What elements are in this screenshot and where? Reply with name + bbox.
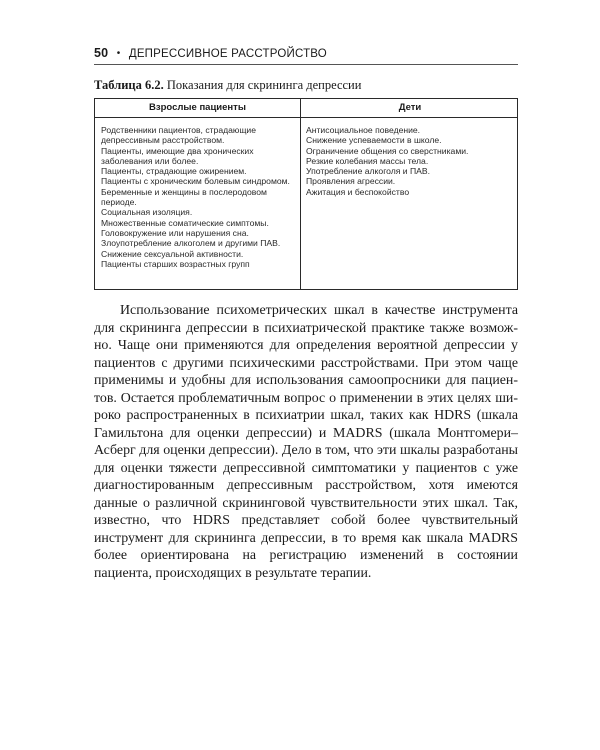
chapter-title: ДЕПРЕССИВНОЕ РАССТРОЙСТВО bbox=[128, 48, 327, 60]
column-header-children: Дети bbox=[398, 102, 422, 113]
indications-table bbox=[94, 98, 518, 290]
list-item: Пациенты, имеющие два хронических заболевания или более. bbox=[101, 145, 254, 166]
list-item: Злоупотребление алкоголем и другими ПАВ. bbox=[101, 238, 281, 249]
list-item: Употребление алкоголя и ПАВ. bbox=[306, 166, 430, 177]
table-header-row bbox=[95, 99, 517, 118]
header-rule bbox=[94, 64, 518, 65]
list-item: Антисоциальное поведение. bbox=[306, 125, 421, 135]
list-item: Множественные соматические симптомы. bbox=[101, 217, 269, 228]
list-item: Социальная изоляция. bbox=[101, 207, 193, 218]
list-item: Снижение сексуальной активности. bbox=[101, 248, 244, 259]
list-item: Пациенты с хроническим болевым синдромом. bbox=[101, 176, 290, 187]
list-item: Ограничение общения со сверстниками. bbox=[306, 145, 469, 156]
table-caption-number: Таблица 6.2. bbox=[94, 78, 164, 92]
list-item: Резкие колебания массы тела. bbox=[306, 155, 429, 166]
body-paragraph: Использование психометрических шкал в качестве инструмента для скрининга депрессии в психиатрической практике также возможно. Чаще они применяются для определения вероятной депрессии у пациентов с другими психическими расстройствами. При этом чаще применимы и удобны для использования самоопросники для пациентов. Остается проблематичным вопрос о применении в этих целях широко распространенных в психиатрии шкал, таких как HDRS (шкала Гамильтона для оценки депрессии) и MADRS (шкала Монтгомери–Асберг для оценки депрессии). Дело в том, что эти шкалы разработаны для оценки тяжести депрессивной симптоматики у пациентов с уже диагностированным депрессивным расстройством, хотя имеются данные о различной скрининговой чувствительности этих шкал. Так, известно, что HDRS представляет собой более чувствительный инструмент для скрининга депрессии, в то время как шкала MADRS более ориентирована на регистрацию изменений в состоянии пациента, происходящих в результате терапии. bbox=[94, 303, 518, 581]
table-caption-text: Показания для скрининга депрессии bbox=[166, 78, 362, 92]
running-head bbox=[94, 46, 327, 60]
list-item: Родственники пациентов, страдающие депрессивным расстройством. bbox=[101, 125, 257, 146]
list-item: Пациенты, страдающие ожирением. bbox=[101, 166, 247, 177]
list-item: Ажитация и беспокойство bbox=[306, 186, 410, 197]
column-divider bbox=[300, 99, 301, 289]
body-text bbox=[94, 302, 518, 582]
adult-items-list bbox=[101, 125, 297, 269]
bullet-separator: • bbox=[116, 48, 121, 59]
list-item: Беременные и женщины в послеродовом периоде. bbox=[101, 186, 267, 208]
list-item: Пациенты старших возрастных групп bbox=[101, 258, 250, 269]
list-item: Головокружение или нарушения сна. bbox=[101, 227, 249, 238]
list-item: Снижение успеваемости в школе. bbox=[306, 135, 442, 146]
child-items-list bbox=[306, 125, 516, 197]
column-header-adults: Взрослые пациенты bbox=[149, 102, 246, 113]
list-item: Проявления агрессии. bbox=[306, 176, 396, 187]
table-caption bbox=[94, 78, 361, 93]
page-number: 50 bbox=[94, 46, 109, 60]
